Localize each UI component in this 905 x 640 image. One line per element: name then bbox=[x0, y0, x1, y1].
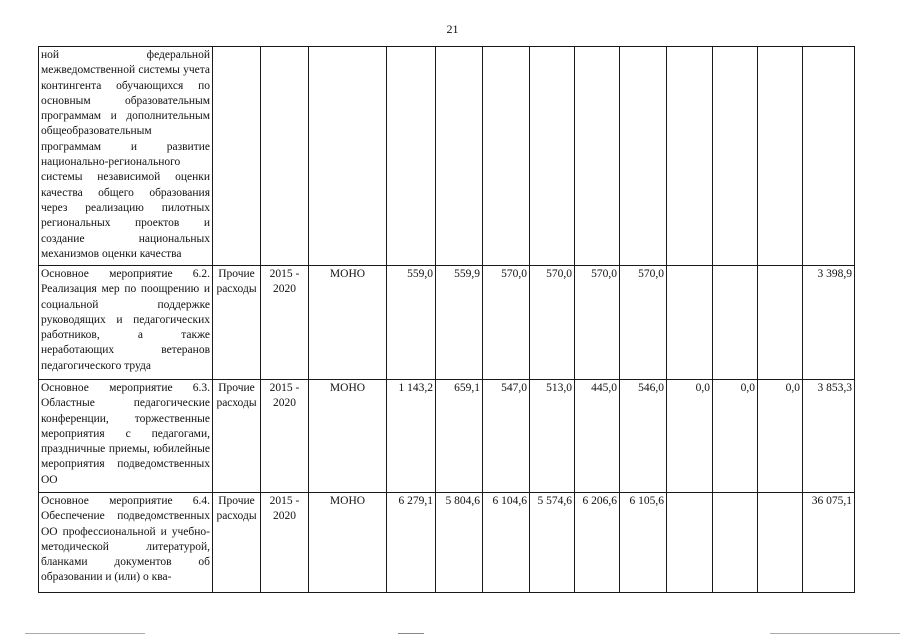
value-cell bbox=[530, 47, 575, 266]
value-cell: 5 804,6 bbox=[436, 493, 483, 593]
value-cell bbox=[667, 266, 713, 380]
value-cell: 6 104,6 bbox=[483, 493, 530, 593]
expense-type: Прочие расходы bbox=[213, 380, 261, 493]
value-cell: 570,0 bbox=[483, 266, 530, 380]
executor: МОНО bbox=[309, 493, 387, 593]
table-row bbox=[39, 266, 855, 380]
measure-description: Основное мероприятие 6.3. Областные педагогические конференции, торжественные мероприятия с педагогами, праздничные приемы, юбилейные мероприятия подведомственных ОО bbox=[39, 380, 213, 493]
table-row bbox=[39, 493, 855, 593]
measure-description: Основное мероприятие 6.4. Обеспечение подведомственных ОО профессиональной и учебно-методической литературой, бланками документов об образовании и (или) о ква- bbox=[39, 493, 213, 593]
value-cell: 570,0 bbox=[530, 266, 575, 380]
executor: МОНО bbox=[309, 266, 387, 380]
value-cell: 559,9 bbox=[436, 266, 483, 380]
value-cell: 546,0 bbox=[620, 380, 667, 493]
period: 2015 - 2020 bbox=[261, 380, 309, 493]
scan-edge-line bbox=[398, 633, 424, 634]
value-cell bbox=[713, 493, 758, 593]
value-cell bbox=[713, 47, 758, 266]
scan-edge-line bbox=[25, 633, 145, 634]
value-cell: 570,0 bbox=[620, 266, 667, 380]
value-cell bbox=[387, 47, 436, 266]
value-cell: 570,0 bbox=[575, 266, 620, 380]
table-row bbox=[39, 47, 855, 266]
total-cell bbox=[803, 47, 855, 266]
measure-description: ной федеральной межведомственной системы учета контингента обучающихся по основным образовательным программам и дополнительным общеобразовательным программам и развитие национально-регионального системы независимой оценки качества общего образования через реализацию пилотных региональных проектов и создание национальных механизмов оценки качества bbox=[39, 47, 213, 266]
value-cell bbox=[758, 47, 803, 266]
expense-type bbox=[213, 47, 261, 266]
page-number: 21 bbox=[446, 22, 459, 36]
period bbox=[261, 47, 309, 266]
table-row bbox=[39, 380, 855, 493]
measure-description: Основное мероприятие 6.2. Реализация мер по поощрению и социальной поддержке руководящих и педагогических работников, а также неработающих ветеранов педагогического труда bbox=[39, 266, 213, 380]
value-cell bbox=[667, 493, 713, 593]
executor: МОНО bbox=[309, 380, 387, 493]
value-cell bbox=[575, 47, 620, 266]
total-cell: 36 075,1 bbox=[803, 493, 855, 593]
period: 2015 - 2020 bbox=[261, 266, 309, 380]
expense-type: Прочие расходы bbox=[213, 266, 261, 380]
scan-edge-line bbox=[770, 633, 900, 634]
value-cell: 559,0 bbox=[387, 266, 436, 380]
value-cell: 5 574,6 bbox=[530, 493, 575, 593]
value-cell bbox=[758, 493, 803, 593]
value-cell: 6 279,1 bbox=[387, 493, 436, 593]
value-cell: 6 105,6 bbox=[620, 493, 667, 593]
value-cell: 547,0 bbox=[483, 380, 530, 493]
program-measures-table bbox=[38, 46, 855, 593]
value-cell bbox=[436, 47, 483, 266]
value-cell: 513,0 bbox=[530, 380, 575, 493]
total-cell: 3 853,3 bbox=[803, 380, 855, 493]
value-cell: 0,0 bbox=[667, 380, 713, 493]
expense-type: Прочие расходы bbox=[213, 493, 261, 593]
value-cell: 0,0 bbox=[713, 380, 758, 493]
value-cell: 6 206,6 bbox=[575, 493, 620, 593]
value-cell bbox=[483, 47, 530, 266]
total-cell: 3 398,9 bbox=[803, 266, 855, 380]
value-cell bbox=[758, 266, 803, 380]
value-cell: 0,0 bbox=[758, 380, 803, 493]
value-cell: 659,1 bbox=[436, 380, 483, 493]
period: 2015 - 2020 bbox=[261, 493, 309, 593]
value-cell bbox=[667, 47, 713, 266]
value-cell bbox=[713, 266, 758, 380]
value-cell: 445,0 bbox=[575, 380, 620, 493]
value-cell bbox=[620, 47, 667, 266]
value-cell: 1 143,2 bbox=[387, 380, 436, 493]
executor bbox=[309, 47, 387, 266]
